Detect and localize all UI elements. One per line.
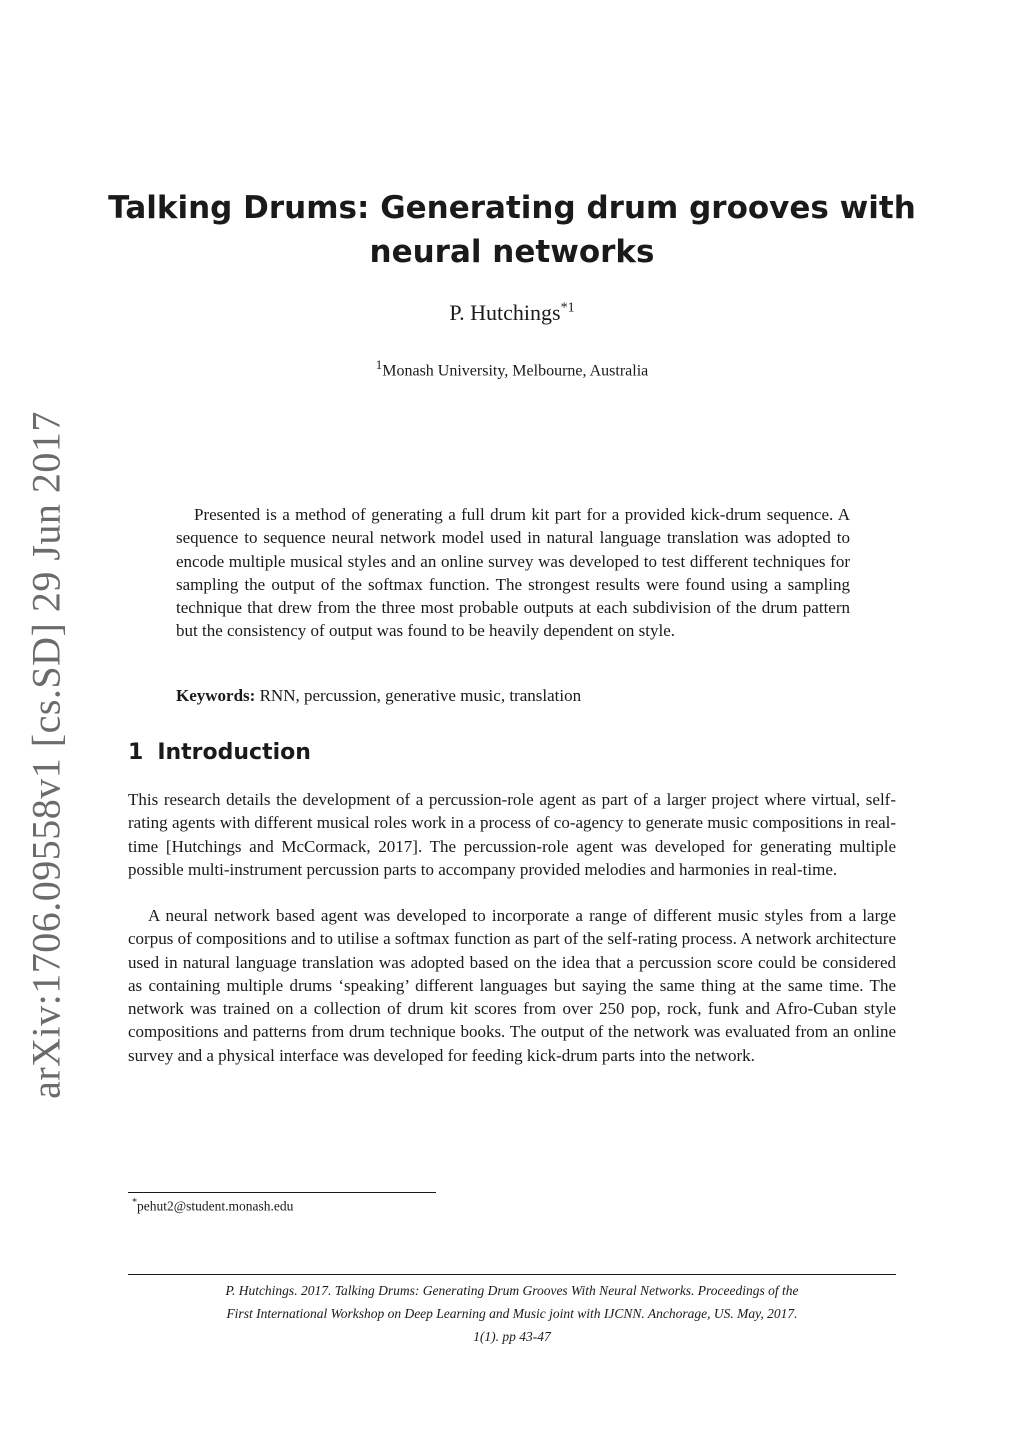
paper-title: Talking Drums: Generating drum grooves with neural networks [108,190,916,270]
author-name: P. Hutchings [449,300,561,325]
keywords [176,686,850,706]
citation-line-1: P. Hutchings. 2017. Talking Drums: Generating Drum Grooves With Neural Networks. Proceedings of the [225,1283,799,1298]
intro-paragraph-2: A neural network based agent was developed to incorporate a range of different music styles from a large corpus of compositions and to utilise a softmax function as part of the self-rating process. A network architecture used in natural language translation was adopted based on the idea that a percussion score could be considered as containing multiple drums ‘speaking’ different languages but saying the same thing at the same time. The network was trained on a collection of drum kit scores from over 250 pop, rock, funk and Afro-Cuban style compositions and patterns from drum technique books. The output of the network was evaluated from an online survey and a physical interface was developed for feeding kick-drum parts into the network. [128,906,896,1065]
author-marks: *1 [560,300,575,316]
affiliation-line [0,357,1024,380]
citation-line-2: First International Workshop on Deep Learning and Music joint with IJCNN. Anchorage, US. May, 2017. [226,1306,798,1321]
footnote [132,1197,293,1215]
citation-divider [128,1274,896,1275]
section-number: 1 [128,740,144,765]
footnote-mark: * [132,1197,137,1208]
arxiv-identifier: arXiv:1706.09558v1 [cs.SD] 29 Jun 2017 [23,411,69,1099]
intro-paragraph-1: This research details the development of a percussion-role agent as part of a larger project where virtual, self-rating agents with different musical roles work in a process of co-agency to generate music compositions in real-time [Hutchings and McCormack, 2017]. The percussion-role agent was developed for generating multiple possible multi-instrument percussion parts to accompany provided melodies and harmonies in real-time. [128,790,896,879]
citation-line-3: 1(1). pp 43-47 [473,1329,551,1344]
citation-block [128,1279,896,1348]
section-heading [128,740,311,765]
footnote-divider [128,1192,436,1193]
keywords-value: RNN, percussion, generative music, translation [259,686,582,705]
affiliation: Monash University, Melbourne, Australia [382,362,649,380]
footnote-email: pehut2@student.monash.edu [137,1198,294,1214]
author-line [0,300,1024,326]
affiliation-mark: 1 [375,357,383,372]
keywords-label: Keywords: [176,686,256,705]
abstract: Presented is a method of generating a full drum kit part for a provided kick-drum sequence. A sequence to sequence neural network model used in natural language translation was adopted to encode multiple musical styles and an online survey was developed to test different techniques for sampling the output of the softmax function. The strongest results were found using a sampling technique that drew from the three most probable outputs at each subdivision of the drum pattern but the consistency of output was found to be heavily dependent on style. [176,505,850,641]
section-title: Introduction [157,740,311,765]
